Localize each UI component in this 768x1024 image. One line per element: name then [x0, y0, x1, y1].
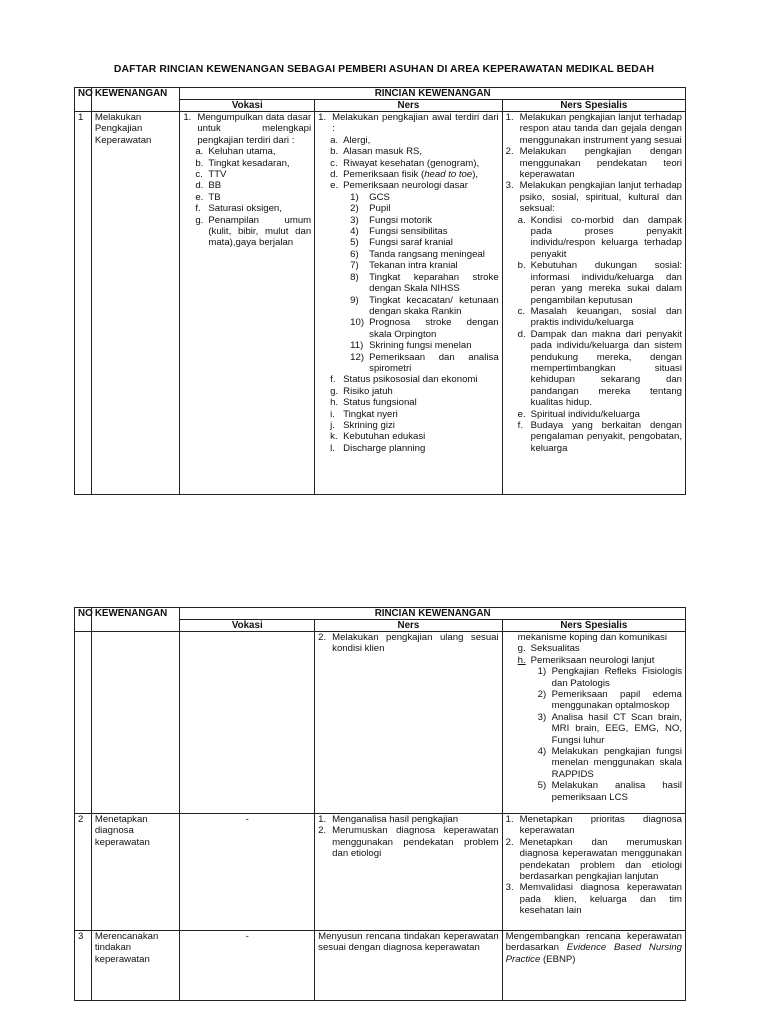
- list-text: head to toe: [424, 169, 473, 181]
- cell-no: 2: [75, 814, 92, 931]
- list-item: [330, 386, 499, 397]
- list-text: Analisa hasil CT Scan brain, MRI brain, EEG, EMG, NO, Fungsi luhur: [551, 711, 682, 746]
- list-text: Tingkat kesadaran,: [208, 157, 290, 169]
- list-marker: a.: [517, 214, 526, 226]
- cell-no: 3: [75, 931, 92, 1001]
- list-item: [538, 780, 682, 803]
- list-item: [195, 203, 311, 214]
- list-text: Pengkajian Refleks Fisiologis dan Patologis: [551, 666, 682, 689]
- header-rincian: RINCIAN KEWENANGAN: [180, 608, 686, 620]
- list-text: Seksualitas: [530, 643, 580, 655]
- header-ners-spesialis: Ners Spesialis: [502, 100, 685, 112]
- header-vokasi: Vokasi: [180, 620, 315, 632]
- list-item: [506, 814, 682, 837]
- list-text: ),: [472, 169, 479, 181]
- list-marker: 1.: [505, 814, 514, 825]
- list-item: [318, 825, 499, 859]
- list-item: [318, 814, 499, 825]
- list-marker: 1): [537, 666, 547, 678]
- list-item: [195, 215, 311, 249]
- cell-ners-spesialis: [502, 632, 685, 814]
- list-marker: b.: [195, 157, 204, 169]
- header-ners-spesialis: Ners Spesialis: [502, 620, 685, 632]
- list-text: TB: [208, 191, 221, 203]
- list-marker: 2.: [505, 146, 514, 158]
- table-row: [75, 112, 686, 495]
- cell-no: [75, 632, 92, 814]
- list-item: [350, 237, 499, 248]
- list-item: [350, 249, 499, 260]
- list-item: [518, 306, 682, 329]
- list-text: Skrining fungsi menelan: [369, 340, 472, 352]
- list-item: [330, 146, 499, 157]
- cell-vokasi: -: [180, 814, 315, 931]
- list-item: [518, 260, 682, 306]
- cell-ners: [315, 814, 503, 931]
- list-marker: 2.: [318, 632, 327, 643]
- header-no: NO: [75, 608, 92, 632]
- list-text: (EBNP): [540, 953, 576, 965]
- list-text: Tekanan intra kranial: [369, 260, 458, 272]
- list-item: [350, 192, 499, 203]
- list-item: [350, 272, 499, 295]
- list-marker: 5): [537, 780, 547, 792]
- list-text: Memvalidasi diagnosa keperawatan pada klien, keluarga dan tim kesehatan lain: [519, 882, 682, 917]
- list-item: [195, 169, 311, 180]
- cell-vokasi: -: [180, 931, 315, 1001]
- list-marker: f.: [517, 419, 523, 431]
- list-text: Skrining gizi: [343, 419, 395, 431]
- header-kewenangan: KEWENANGAN: [91, 608, 179, 632]
- list-marker: a.: [330, 134, 339, 146]
- list-marker: 1.: [318, 112, 327, 123]
- list-item: [506, 146, 682, 180]
- header-ners: Ners: [315, 620, 503, 632]
- list-text: Menetapkan dan merumuskan diagnosa keperawatan menggunakan pendekatan problem dan etiologi berdasarkan pengkajian lanjutan: [519, 836, 682, 883]
- list-item: [350, 317, 499, 340]
- list-text: Kondisi co-morbid dan dampak pada proses penyakit individu/respon keluarga terhadap penyakit: [530, 214, 682, 260]
- list-marker: h.: [517, 654, 526, 666]
- list-text: Alergi,: [343, 134, 371, 146]
- list-text: Mengembangkan rencana keperawatan berdasarkan: [505, 931, 682, 954]
- list-marker: g.: [195, 214, 204, 226]
- list-marker: 1.: [183, 112, 192, 123]
- list-marker: j.: [330, 419, 335, 431]
- list-item: [518, 329, 682, 409]
- list-marker: 3): [537, 711, 547, 723]
- list-marker: 2.: [505, 836, 514, 848]
- list-marker: e.: [195, 191, 204, 203]
- list-marker: d.: [517, 328, 526, 340]
- list-item: [195, 146, 311, 157]
- header-no: NO: [75, 88, 92, 112]
- list-text: TTV: [208, 169, 227, 181]
- list-item: [506, 837, 682, 883]
- list-item: [195, 180, 311, 191]
- list-text: Melakukan pengkajian fungsi menelan menggunakan skala RAPPIDS: [551, 746, 682, 780]
- list-marker: b.: [517, 260, 526, 272]
- list-text: Penampilan umum (kulit, bibir, mulut dan mata),gaya berjalan: [208, 214, 312, 249]
- list-marker: 1.: [318, 814, 327, 825]
- list-text: Mengumpulkan data dasar untuk melengkapi pengkajian terdiri dari :: [197, 112, 312, 146]
- list-item: [506, 112, 682, 146]
- list-text: Discharge planning: [343, 442, 426, 454]
- list-item: [330, 409, 499, 420]
- list-text: Pupil: [369, 203, 391, 215]
- list-item: [330, 158, 499, 169]
- list-item: [538, 746, 682, 780]
- list-text: Alasan masuk RS,: [343, 146, 423, 158]
- list-text: Budaya yang berkaitan dengan pengalaman penyakit, pengobatan, keluarga: [530, 419, 682, 454]
- list-marker: 8): [350, 271, 359, 283]
- list-marker: 5): [350, 237, 359, 249]
- list-marker: i.: [330, 408, 335, 420]
- list-item: [330, 180, 499, 191]
- list-text: Keluhan utama,: [208, 146, 276, 158]
- list-text: Tanda rangsang meningeal: [369, 248, 485, 260]
- list-text: Pemeriksaan dan analisa spirometri: [369, 351, 499, 374]
- list-marker: 3): [350, 214, 359, 226]
- list-marker: a.: [195, 146, 204, 158]
- list-item: [195, 158, 311, 169]
- list-text: Status psikososial dan ekonomi: [343, 374, 478, 386]
- list-marker: 9): [350, 294, 359, 306]
- list-item: [330, 443, 499, 454]
- list-marker: e.: [517, 408, 526, 420]
- list-text: Saturasi oksigen,: [208, 203, 282, 215]
- list-text: Evidence Based Nursing Practice: [505, 942, 682, 965]
- table-row: [75, 931, 686, 1001]
- list-marker: 1.: [505, 112, 514, 123]
- list-text: Tingkat kecacatan/ ketunaan dengan skaka Rankin: [369, 294, 499, 317]
- ners-sublist: [318, 135, 499, 454]
- cell-ners-spesialis: [502, 112, 685, 495]
- cell-vokasi: [180, 112, 315, 495]
- spesialis-neuro-sublist: [518, 666, 682, 803]
- list-marker: d.: [330, 169, 339, 181]
- list-text: Menetapkan prioritas diagnosa keperawatan: [519, 814, 682, 837]
- list-marker: g.: [330, 385, 339, 397]
- spesialis-sublist: [506, 215, 682, 455]
- list-marker: 2): [537, 689, 547, 701]
- list-text: Spiritual individu/keluarga: [530, 408, 640, 420]
- list-text: Riwayat kesehatan (genogram),: [343, 157, 480, 169]
- list-text: Menganalisa hasil pengkajian: [332, 814, 459, 825]
- list-item: [330, 420, 499, 431]
- list-marker: 10): [350, 317, 365, 329]
- list-marker: 2): [350, 203, 359, 215]
- list-item: [330, 374, 499, 385]
- list-item: [538, 689, 682, 712]
- header-row: [75, 88, 686, 100]
- cell-ners: Menyusun rencana tindakan keperawatan sesuai dengan diagnosa keperawatan: [315, 931, 503, 1001]
- cell-no: 1: [75, 112, 92, 495]
- list-item: [518, 643, 682, 654]
- list-marker: 3.: [505, 882, 514, 894]
- cell-ners-spesialis: [502, 814, 685, 931]
- list-marker: f.: [330, 374, 336, 386]
- cell-ners: [315, 112, 503, 495]
- list-text: Tingkat keparahan stroke dengan Skala NIHSS: [369, 271, 499, 295]
- list-item: [350, 260, 499, 271]
- list-marker: 11): [350, 340, 364, 352]
- list-marker: l.: [330, 442, 335, 454]
- cell-kewenangan: Melakukan Pengkajian Keperawatan: [91, 112, 179, 495]
- list-text: Prognosa stroke dengan skala Orpington: [369, 317, 499, 340]
- list-text: Fungsi saraf kranial: [369, 237, 453, 249]
- list-text: Dampak dan makna dari penyakit pada individu/keluarga dan sistem pendukung mereka, dengan mempertimbangkan situasi kehidupan sekarang dan pandangan mereka tentang kualitas hidup.: [530, 328, 682, 409]
- list-item: [518, 409, 682, 420]
- list-item: [518, 655, 682, 666]
- list-item: [518, 215, 682, 261]
- competency-table-page-1: [74, 87, 686, 495]
- list-text: Pemeriksaan neurologi dasar: [343, 180, 468, 192]
- list-marker: c.: [195, 169, 203, 181]
- spesialis-continued-text: mekanisme koping dan komunikasi: [517, 632, 667, 643]
- list-text: Pemeriksaan fisik (: [343, 169, 425, 181]
- vokasi-sublist: [183, 146, 311, 249]
- list-marker: 3.: [505, 180, 514, 192]
- list-item: [350, 203, 499, 214]
- list-item: [506, 180, 682, 214]
- list-text: Melakukan pengkajian lanjut terhadap respon atau tanda dan gejala dengan menggunakan instrument yang sesuai: [519, 112, 682, 146]
- list-text: Fungsi motorik: [369, 214, 433, 226]
- list-item: [350, 340, 499, 351]
- list-marker: e.: [330, 180, 339, 192]
- cell-kewenangan: Menetapkan diagnosa keperawatan: [91, 814, 179, 931]
- list-text: Melakukan pengkajian ulang sesuai kondisi klien: [332, 632, 499, 655]
- list-marker: 4): [350, 226, 359, 238]
- list-text: Melakukan pengkajian dengan menggunakan pendekatan teori keperawatan: [519, 146, 682, 181]
- header-ners: Ners: [315, 100, 503, 112]
- list-text: Melakukan pengkajian awal terdiri dari :: [332, 112, 499, 135]
- list-item: [538, 712, 682, 746]
- list-item: [330, 397, 499, 408]
- header-vokasi: Vokasi: [180, 100, 315, 112]
- cell-ners: [315, 632, 503, 814]
- list-item: [330, 169, 499, 180]
- table-row: [75, 632, 686, 814]
- list-text: GCS: [369, 191, 390, 203]
- list-marker: 2.: [318, 825, 327, 837]
- list-text: Kebutuhan edukasi: [343, 431, 426, 443]
- ners-neuro-sublist: [330, 192, 499, 375]
- list-text: Tingkat nyeri: [343, 408, 398, 420]
- list-marker: h.: [330, 397, 339, 409]
- list-marker: c.: [517, 305, 526, 317]
- cell-ners-spesialis: [502, 931, 685, 1001]
- list-item: [330, 135, 499, 146]
- list-marker: k.: [330, 431, 338, 443]
- cell-kewenangan: [91, 632, 179, 814]
- list-text: Status fungsional: [343, 397, 417, 409]
- list-text: Fungsi sensibilitas: [369, 226, 448, 238]
- list-item: [506, 882, 682, 916]
- list-item: [350, 352, 499, 375]
- cell-vokasi: [180, 632, 315, 814]
- list-marker: 12): [350, 351, 365, 363]
- list-text: Kebutuhan dukungan sosial: informasi individu/keluarga dan peran yang mereka sukai dalam pengambilan keputusan: [530, 260, 682, 306]
- list-text: Melakukan pengkajian lanjut terhadap psiko, sosial, spiritual, kultural dan seksual:: [519, 180, 682, 215]
- list-text: Pemeriksaan papil edema menggunakan optalmoskop: [551, 689, 682, 712]
- list-text: Pemeriksaan neurologi lanjut: [530, 654, 655, 666]
- list-item: [330, 431, 499, 442]
- list-item: [538, 666, 682, 689]
- list-marker: 6): [350, 248, 359, 260]
- header-row: [75, 608, 686, 620]
- header-kewenangan: KEWENANGAN: [91, 88, 179, 112]
- header-rincian: RINCIAN KEWENANGAN: [180, 88, 686, 100]
- list-item: [195, 192, 311, 203]
- table-row: [75, 814, 686, 931]
- list-marker: f.: [195, 203, 201, 215]
- list-text: BB: [208, 180, 222, 192]
- list-text: Merumuskan diagnosa keperawatan menggunakan pendekatan problem dan etiologi: [332, 825, 499, 860]
- list-marker: b.: [330, 146, 339, 158]
- list-marker: 4): [537, 746, 547, 758]
- list-marker: d.: [195, 180, 204, 192]
- list-item: [318, 632, 499, 655]
- list-marker: 1): [350, 191, 359, 203]
- list-text: Masalah keuangan, sosial dan praktis individu/keluarga: [530, 305, 682, 329]
- document-title: DAFTAR RINCIAN KEWENANGAN SEBAGAI PEMBERI ASUHAN DI AREA KEPERAWATAN MEDIKAL BEDAH: [113, 64, 655, 75]
- list-text: Melakukan analisa hasil pemeriksaan LCS: [551, 780, 682, 803]
- list-marker: g.: [517, 643, 526, 655]
- list-item: [350, 215, 499, 226]
- list-item: [350, 295, 499, 318]
- list-item: [350, 226, 499, 237]
- list-text: Risiko jatuh: [343, 385, 393, 397]
- cell-kewenangan: Merencanakan tindakan keperawatan: [91, 931, 179, 1001]
- list-item: [518, 420, 682, 454]
- list-marker: c.: [330, 157, 338, 169]
- competency-table-page-2: [74, 607, 686, 1001]
- list-marker: 7): [350, 260, 359, 272]
